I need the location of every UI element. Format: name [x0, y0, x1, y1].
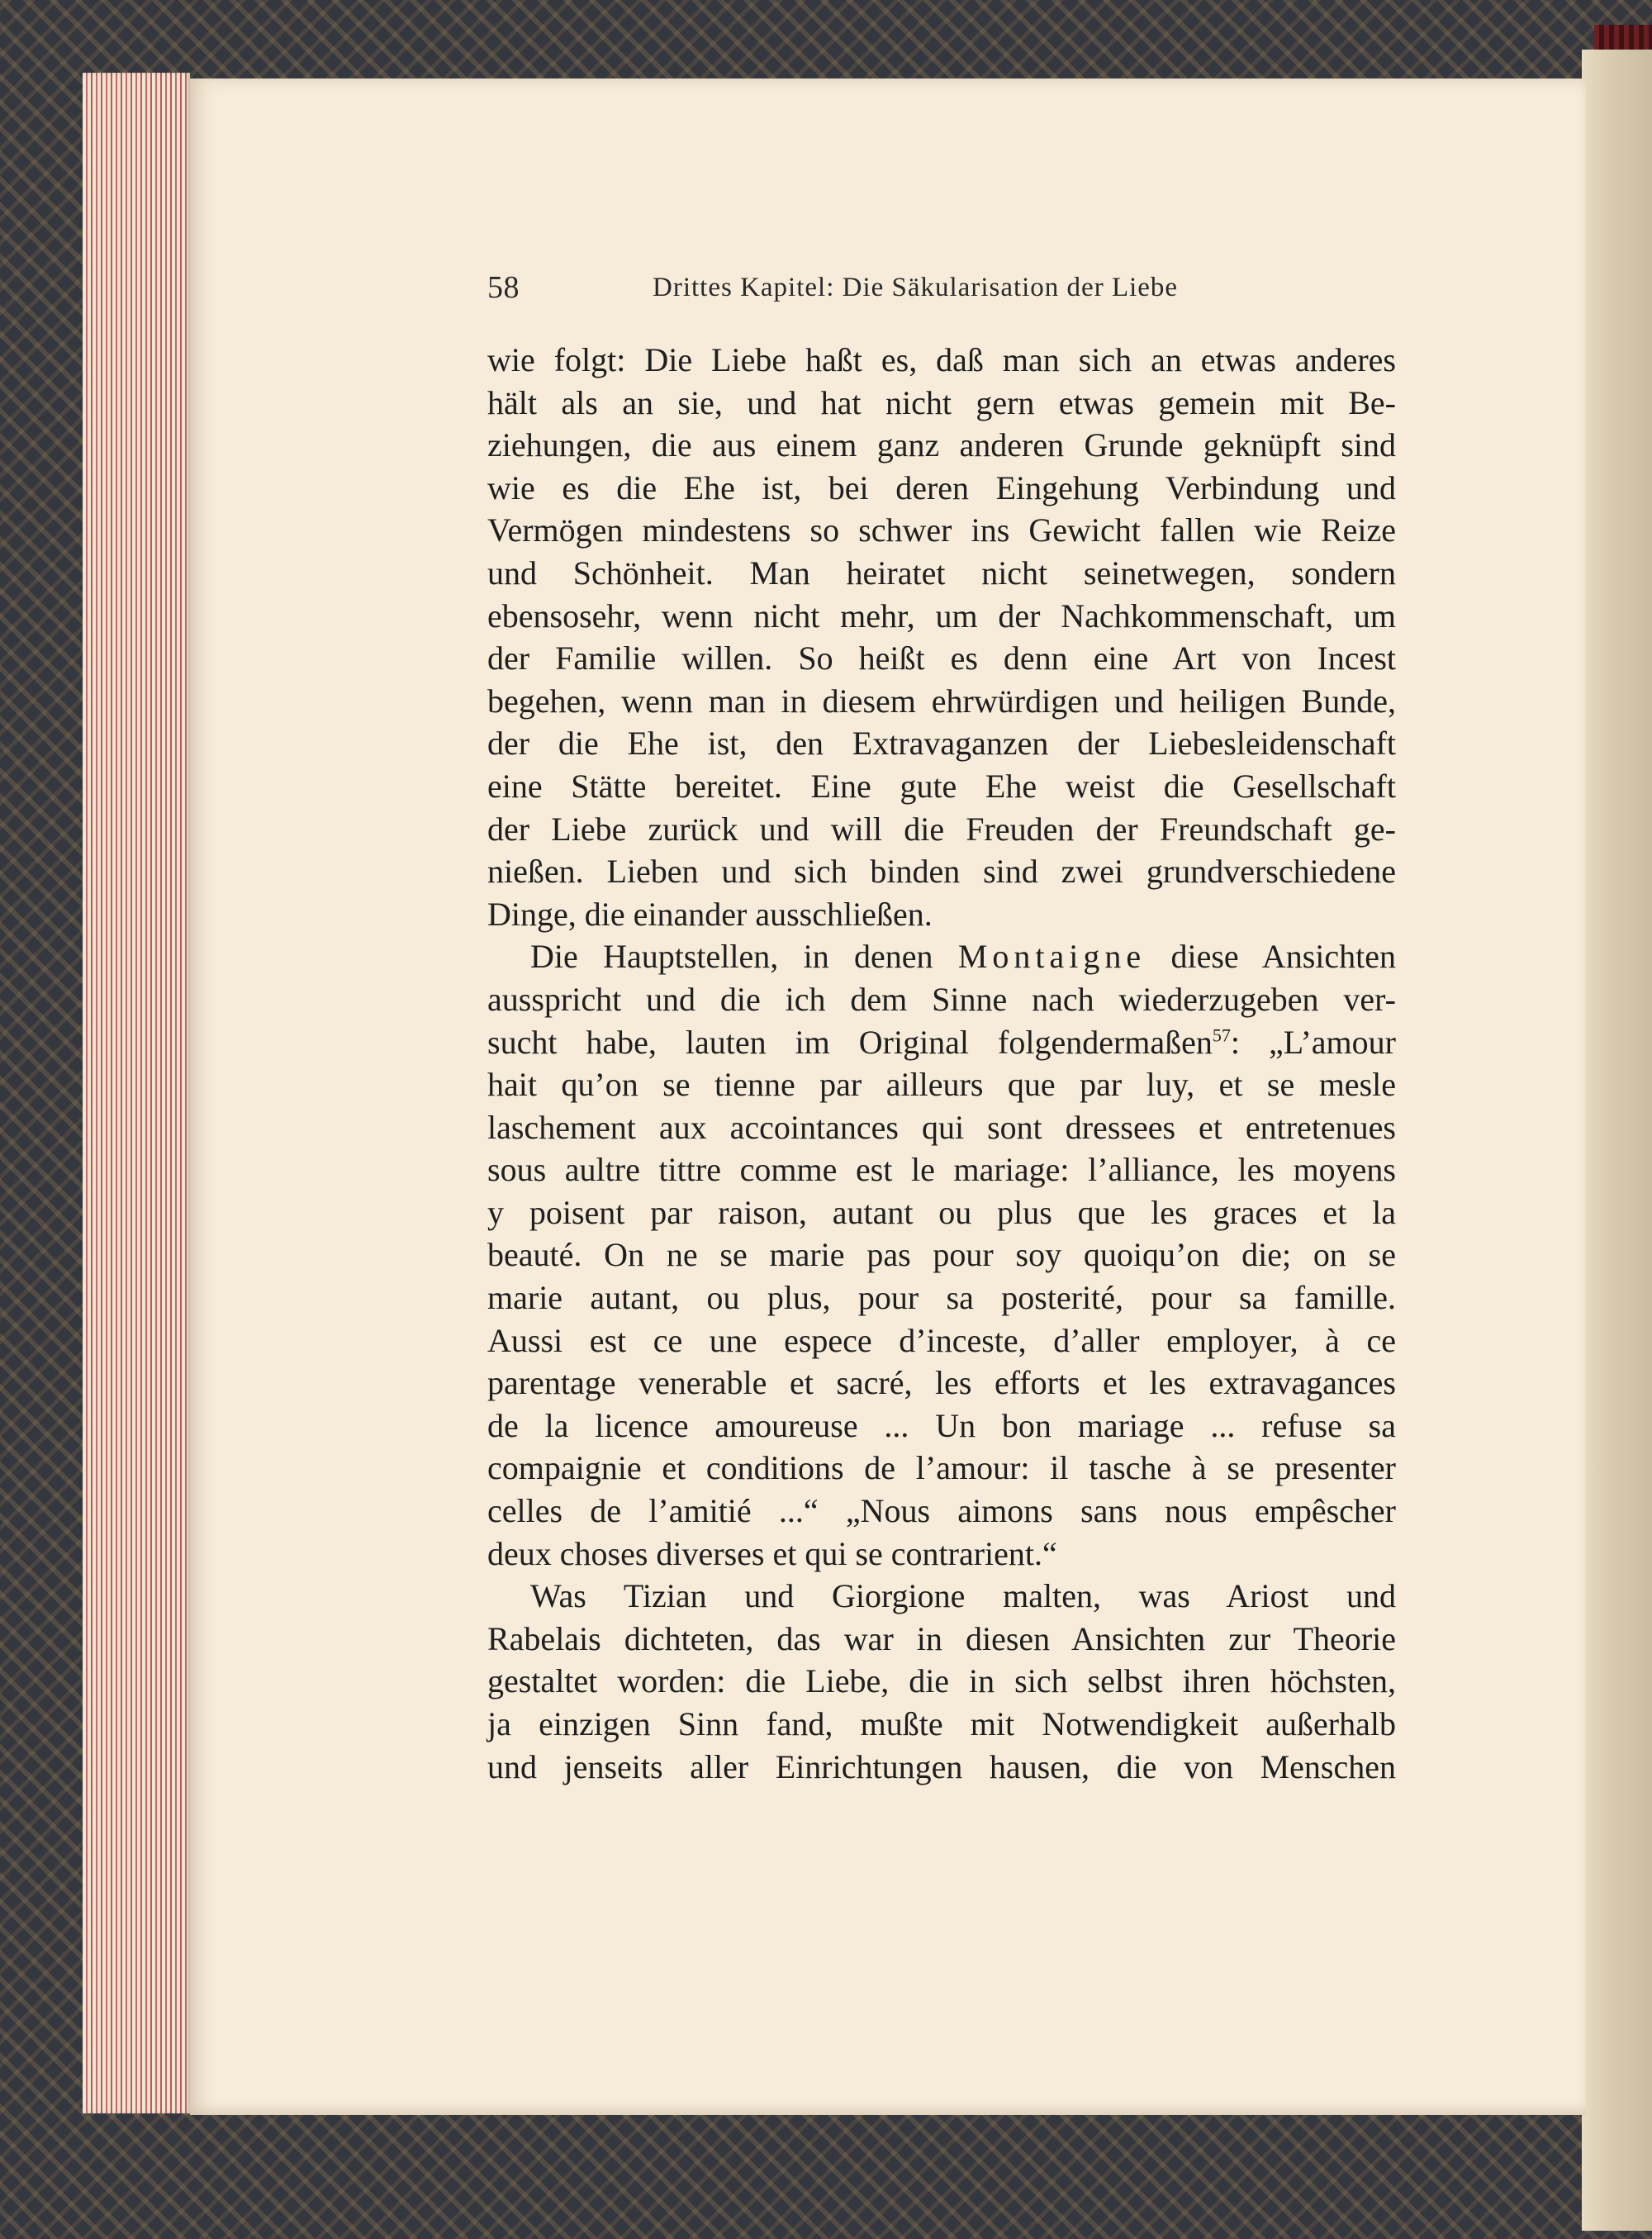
- text-line: wie folgt: Die Liebe haßt es, daß man sich an etwas anderes: [487, 341, 1396, 378]
- text-line: der Familie willen. So heißt es denn eine Art von Incest: [487, 639, 1396, 677]
- text-line: beauté. On ne se marie pas pour soy quoiqu’on die; on se: [487, 1236, 1396, 1274]
- text-line: hält als an sie, und hat nicht gern etwas gemein mit Be-: [487, 383, 1396, 421]
- text-fragment: diese Ansichten: [1146, 938, 1396, 976]
- text-line: laschement aux accointances qui sont dressees et entretenues: [487, 1108, 1396, 1146]
- body-text: [487, 339, 1396, 1788]
- text-line: der Liebe zurück und will die Freuden der Freundschaft ge-: [487, 810, 1396, 848]
- paragraph-2: [487, 935, 1396, 1575]
- facing-page-edge: [1582, 50, 1652, 2231]
- text-line: sous aultre tittre comme est le mariage: l’alliance, les moyens: [487, 1151, 1396, 1189]
- text-line: gestaltet worden: die Liebe, die in sich selbst ihren höchsten,: [487, 1662, 1396, 1700]
- page-number: 58: [487, 270, 520, 305]
- text-line: Dinge, die einander ausschließen.: [487, 895, 933, 933]
- text-line: Aussi est ce une espece d’inceste, d’aller employer, à ce: [487, 1321, 1396, 1359]
- text-line: celles de l’amitié ...“ „Nous aimons sans nous empêscher: [487, 1492, 1396, 1530]
- running-header: [487, 269, 1404, 311]
- text-line: Rabelais dichteten, das war in diesen Ansichten zur Theorie: [487, 1619, 1396, 1657]
- text-line: eine Stätte bereitet. Eine gute Ehe weist die Gesellschaft: [487, 767, 1396, 805]
- text-line: y poisent par raison, autant ou plus que les graces et la: [487, 1193, 1396, 1231]
- text-line: parentage venerable et sacré, les efforts et les extravagances: [487, 1364, 1396, 1402]
- text-line: compaignie et conditions de l’amour: il tasche à se presenter: [487, 1449, 1396, 1487]
- text-line: der die Ehe ist, den Extravaganzen der Liebesleidenschaft: [487, 725, 1396, 763]
- text-line: wie es die Ehe ist, bei deren Eingehung Verbindung und: [487, 468, 1396, 506]
- text-line: deux choses diverses et qui se contrarient.“: [487, 1534, 1057, 1572]
- text-line: Was Tizian und Giorgione malten, was Ariost und: [530, 1577, 1396, 1615]
- text-line: nießen. Lieben und sich binden sind zwei grundverschiedene: [487, 853, 1396, 891]
- page-edges-stack: [83, 73, 190, 2113]
- paragraph-3: [487, 1575, 1396, 1788]
- text-line: Vermögen mindestens so schwer ins Gewicht fallen wie Reize: [487, 511, 1396, 549]
- text-line: ebensosehr, wenn nicht mehr, um der Nachkommenschaft, um: [487, 597, 1396, 635]
- author-name: Montaigne: [957, 938, 1146, 976]
- text-line: de la licence amoureuse ... Un bon mariage ... refuse sa: [487, 1406, 1396, 1444]
- footnote-reference: 57: [1212, 1024, 1231, 1046]
- text-fragment: Die Hauptstellen, in denen: [530, 938, 958, 976]
- text-line: ziehungen, die aus einem ganz anderen Grunde geknüpft sind: [487, 426, 1396, 464]
- text-line: ausspricht und die ich dem Sinne nach wiederzugeben ver-: [487, 980, 1396, 1018]
- text-line: [487, 1021, 1396, 1064]
- text-fragment: : „L’amour: [1230, 1023, 1396, 1061]
- text-fragment: sucht habe, lauten im Original folgendermaßen: [487, 1023, 1213, 1061]
- text-line: ja einzigen Sinn fand, mußte mit Notwendigkeit außerhalb: [487, 1705, 1396, 1742]
- running-title: Drittes Kapitel: Die Säkularisation der Liebe: [653, 273, 1179, 302]
- paragraph-1: [487, 339, 1396, 935]
- text-line: marie autant, ou plus, pour sa posterité, pour sa famille.: [487, 1279, 1396, 1317]
- text-line: [487, 935, 1396, 978]
- text-line: hait qu’on se tienne par ailleurs que par luy, et se mesle: [487, 1066, 1396, 1104]
- text-line: begehen, wenn man in diesem ehrwürdigen und heiligen Bunde,: [487, 682, 1396, 720]
- text-line: und jenseits aller Einrichtungen hausen, die von Menschen: [487, 1747, 1396, 1785]
- text-line: und Schönheit. Man heiratet nicht seinetwegen, sondern: [487, 554, 1396, 592]
